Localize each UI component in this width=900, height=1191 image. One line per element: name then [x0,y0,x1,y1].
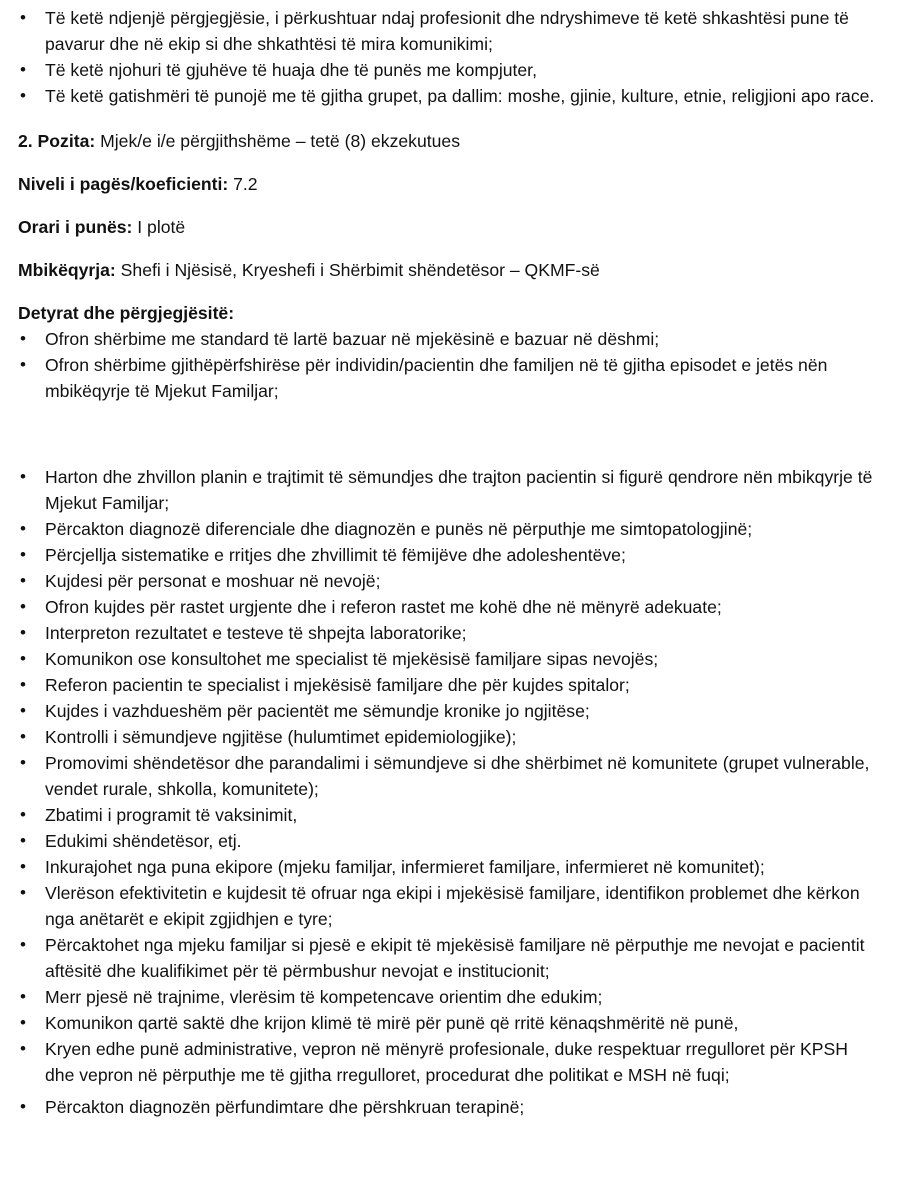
requirements-list [18,5,882,109]
position-value: Mjek/e i/e përgjithshëme – tetë (8) ekzekutues [95,131,460,151]
list-item: • Të ketë gatishmëri të punojë me të gjitha grupet, pa dallim: moshe, gjinie, kulture, etnie, religjioni apo race. [18,83,882,109]
list-item: • Interpreton rezultatet e testeve të shpejta laboratorike; [18,620,882,646]
spacer [18,404,882,464]
list-item: • Merr pjesë në trajnime, vlerësim të kompetencave orientim dhe edukim; [18,984,882,1010]
duties-list-c [18,1094,882,1120]
salary-label: Niveli i pagës/koeficienti: [18,174,229,194]
salary-field [18,171,882,197]
list-item: • Përcakton diagnozën përfundimtare dhe përshkruan terapinë; [18,1094,882,1120]
salary-value: 7.2 [228,174,258,194]
list-item: • Inkurajohet nga puna ekipore (mjeku familjar, infermieret familjare, infermieret në komunitet); [18,854,882,880]
list-item: • Komunikon qartë saktë dhe krijon klimë të mirë për punë që rritë kënaqshmëritë në punë, [18,1010,882,1036]
supervision-value: Shefi i Njësisë, Kryeshefi i Shërbimit shëndetësor – QKMF-së [115,260,600,280]
list-item: • Ofron shërbime me standard të lartë bazuar në mjekësinë e bazuar në dëshmi; [18,326,882,352]
list-item: • Kujdes i vazhdueshëm për pacientët me sëmundje kronike jo ngjitëse; [18,698,882,724]
duties-list-b [18,464,882,1088]
list-item: • Përcakton diagnozë diferenciale dhe diagnozën e punës në përputhje me simtopatologjinë; [18,516,882,542]
list-item: • Harton dhe zhvillon planin e trajtimit të sëmundjes dhe trajton pacientin si figurë qendrore nën mbikqyrje të Mjekut Familjar; [18,464,882,516]
list-item: • Kontrolli i sëmundjeve ngjitëse (hulumtimet epidemiologjike); [18,724,882,750]
list-item: • Të ketë ndjenjë përgjegjësie, i përkushtuar ndaj profesionit dhe ndryshimeve të ketë shkashtësi pune të pavarur dhe në ekip si dhe shkathtësi të mira komunikimi; [18,5,882,57]
schedule-field [18,214,882,240]
schedule-value: I plotë [132,217,186,237]
position-label: 2. Pozita: [18,131,96,151]
duties-heading: Detyrat dhe përgjegjësitë: [18,303,235,323]
schedule-label: Orari i punës: [18,217,133,237]
list-item: • Përcjellja sistematike e rritjes dhe zhvillimit të fëmijëve dhe adoleshentëve; [18,542,882,568]
list-item: • Kujdesi për personat e moshuar në nevojë; [18,568,882,594]
list-item: • Referon pacientin te specialist i mjekësisë familjare dhe për kujdes spitalor; [18,672,882,698]
list-item: • Promovimi shëndetësor dhe parandalimi i sëmundjeve si dhe shërbimet në komunitete (grupet vulnerable, vendet rurale, shkolla, komunitete); [18,750,882,802]
list-item: • Kryen edhe punë administrative, vepron në mënyrë profesionale, duke respektuar rregulloret për KPSH dhe vepron në përputhje me të gjitha rregulloret, procedurat dhe politikat e MSH në fuqi; [18,1036,882,1088]
supervision-field [18,257,882,283]
list-item: • Komunikon ose konsultohet me specialist të mjekësisë familjare sipas nevojës; [18,646,882,672]
list-item: • Vlerëson efektivitetin e kujdesit të ofruar nga ekipi i mjekësisë familjare, identifikon problemet dhe kërkon nga anëtarët e ekipit zgjidhjen e tyre; [18,880,882,932]
list-item: • Ofron shërbime gjithëpërfshirëse për individin/pacientin dhe familjen në të gjitha episodet e jetës nën mbikëqyrje të Mjekut Familjar; [18,352,882,404]
duties-list-a [18,326,882,404]
list-item: • Zbatimi i programit të vaksinimit, [18,802,882,828]
list-item: • Edukimi shëndetësor, etj. [18,828,882,854]
supervision-label: Mbikëqyrja: [18,260,116,280]
list-item: • Ofron kujdes për rastet urgjente dhe i referon rastet me kohë dhe në mënyrë adekuate; [18,594,882,620]
list-item: • Të ketë njohuri të gjuhëve të huaja dhe të punës me kompjuter, [18,57,882,83]
position-field [18,128,882,154]
list-item: • Përcaktohet nga mjeku familjar si pjesë e ekipit të mjekësisë familjare në përputhje me nevojat e pacientit aftësitë dhe kualifikimet për të përmbushur nevojat e institucionit; [18,932,882,984]
